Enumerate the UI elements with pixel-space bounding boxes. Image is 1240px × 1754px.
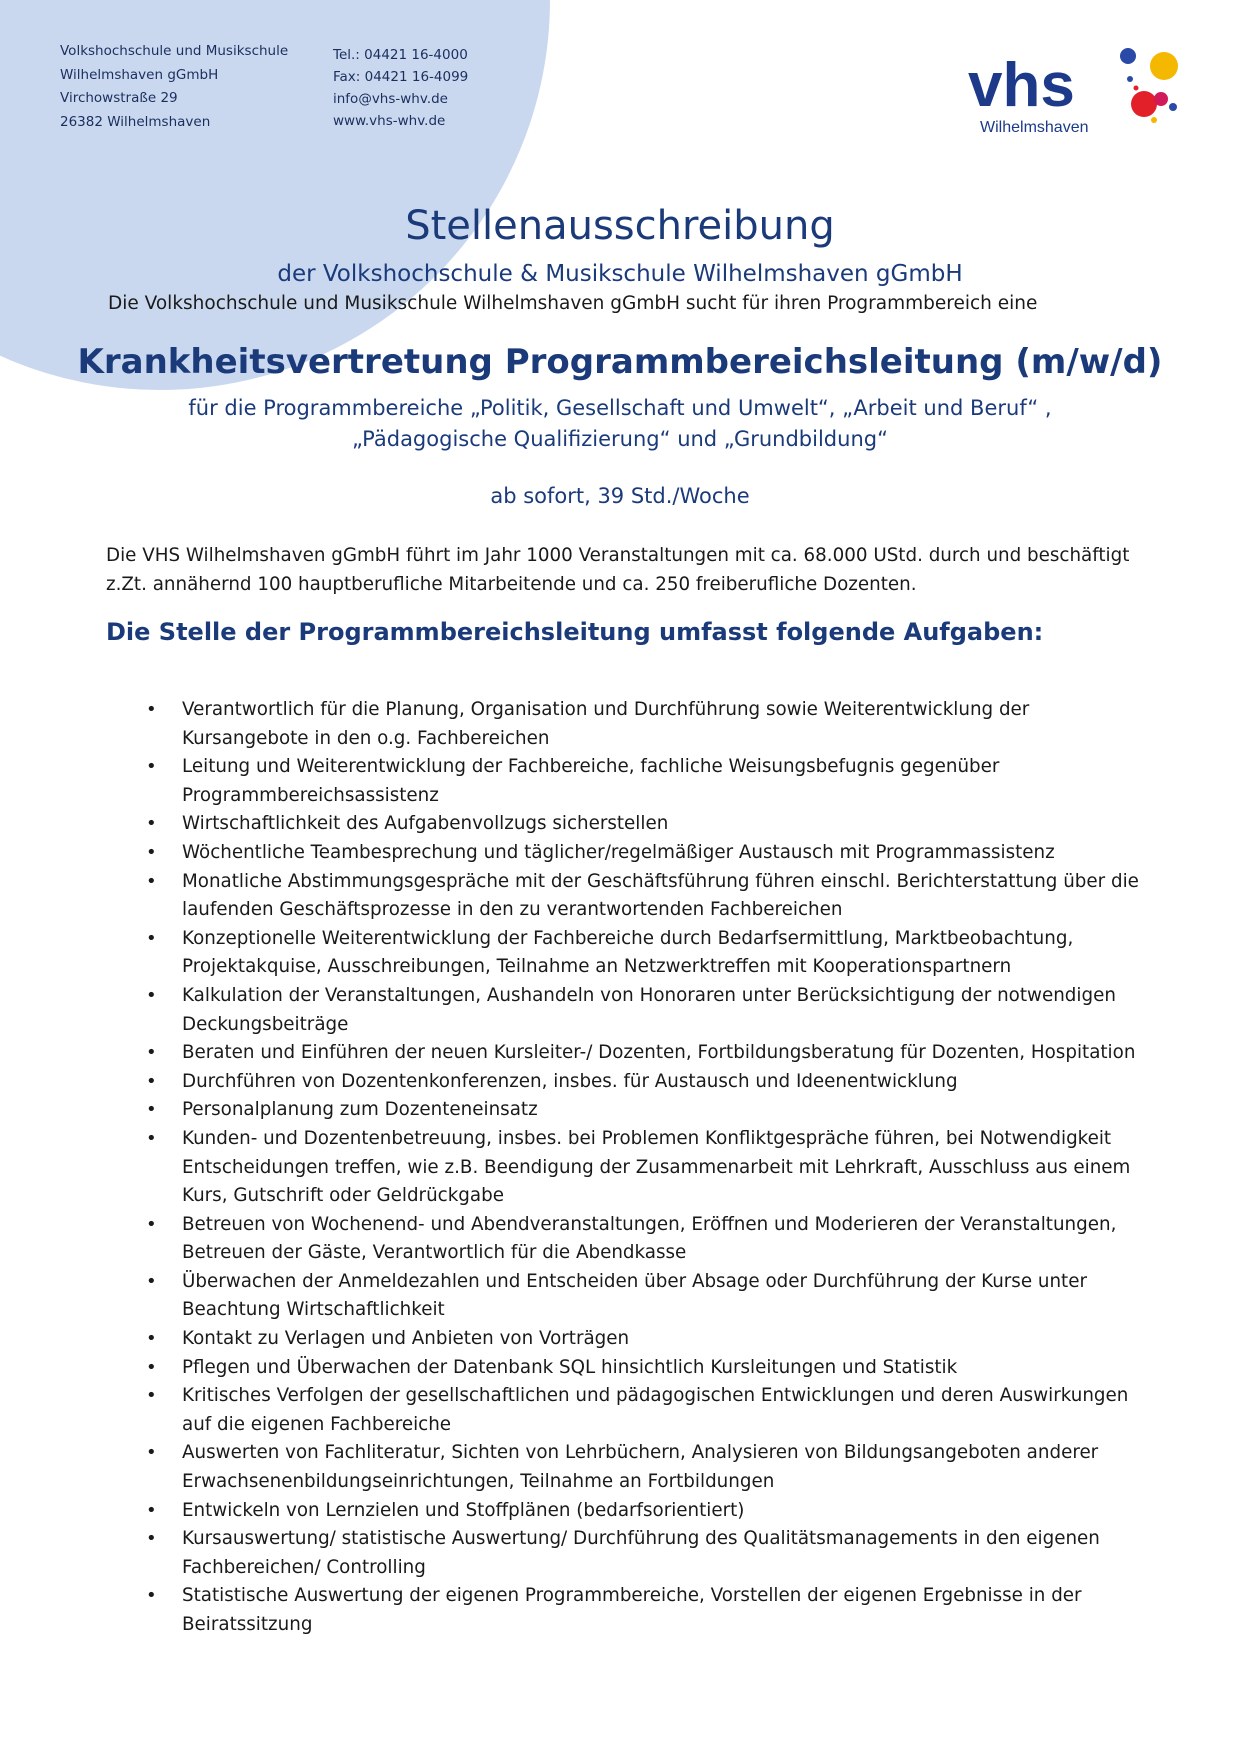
logo-dot-tiny-yellow: [1151, 117, 1157, 123]
task-item: [140, 925, 1140, 982]
task-text: Leitung und Weiterentwicklung der Fachbereiche, fachliche Weisungsbefugnis gegenüber Programmbereichsassistenz: [182, 756, 1000, 806]
contact-email[interactable]: info@vhs-whv.de: [333, 91, 448, 107]
task-item: [140, 753, 1140, 810]
sender-address: [60, 40, 288, 134]
task-text: Statistische Auswertung der eigenen Programmbereiche, Vorstellen der eigenen Ergebnisse in der Beiratssitzung: [182, 1585, 1082, 1635]
task-item: [140, 1354, 1140, 1383]
bullet-icon: •: [146, 1328, 157, 1350]
task-item: [140, 1525, 1140, 1582]
bullet-icon: •: [146, 756, 157, 778]
bullet-icon: •: [146, 1070, 157, 1092]
task-text: Verantwortlich für die Planung, Organisation und Durchführung sowie Weiterentwicklung der Kursangebote in den o.g. Fachbereichen: [182, 699, 1030, 749]
logo-dot-yellow: [1150, 52, 1178, 80]
bullet-icon: •: [146, 927, 157, 949]
bullet-icon: •: [146, 813, 157, 835]
program-areas: für die Programmbereiche „Politik, Gesellschaft und Umwelt“, „Arbeit und Beruf“ , „Pädagogische Qualifizierung“ und „Grundbildung“: [188, 396, 1052, 451]
task-text: Wirtschaftlichkeit des Aufgabenvollzugs sicherstellen: [182, 813, 669, 835]
task-item: [140, 982, 1140, 1039]
task-item: [140, 868, 1140, 925]
logo-wordmark: vhs: [968, 51, 1075, 120]
position-title: Krankheitsvertretung Programmbereichsleitung (m/w/d): [77, 342, 1163, 382]
task-text: Entwickeln von Lernzielen und Stoffplänen (bedarfsorientiert): [182, 1499, 745, 1521]
task-item: [140, 1382, 1140, 1439]
task-text: Wöchentliche Teambesprechung und täglicher/regelmäßiger Austausch mit Programmassistenz: [182, 841, 1055, 863]
intro-text: Die Volkshochschule und Musikschule Wilhelmshaven gGmbH sucht für ihren Programmbereich eine: [108, 293, 1038, 314]
bullet-icon: •: [146, 1270, 157, 1292]
task-item: [140, 1096, 1140, 1125]
sender-street: Virchowstraße 29: [60, 90, 178, 106]
task-text: Auswerten von Fachliteratur, Sichten von Lehrbüchern, Analysieren von Bildungsangeboten anderer Erwachsenenbildungseinrichtungen, Teilnahme an Fortbildungen: [182, 1442, 1099, 1493]
task-text: Personalplanung zum Dozenteneinsatz: [182, 1099, 538, 1121]
logo-dot-small-blue: [1169, 103, 1177, 111]
task-item: [140, 1268, 1140, 1325]
logo-city: Wilhelmshaven: [980, 119, 1089, 136]
task-text: Beraten und Einführen der neuen Kursleiter-/ Dozenten, Fortbildungsberatung für Dozenten, Hospitation: [182, 1042, 1136, 1064]
task-item: [140, 1125, 1140, 1211]
bullet-icon: •: [146, 841, 157, 863]
bullet-icon: •: [146, 1585, 157, 1607]
logo-dot-red: [1131, 91, 1157, 117]
vhs-logo-graphic: [968, 44, 1183, 140]
tasks-heading: Die Stelle der Programmbereichsleitung umfasst folgende Aufgaben:: [106, 618, 1044, 646]
document-subtitle: der Volkshochschule & Musikschule Wilhelmshaven gGmbH: [277, 261, 963, 287]
task-item: [140, 696, 1140, 753]
task-text: Kunden- und Dozentenbetreuung, insbes. bei Problemen Konfliktgespräche führen, bei Notwendigkeit Entscheidungen treffen, wie z.B. Beendigung der Zusammenarbeit mit Lehrkraft, Ausschluss aus einem Kurs, Gutschrift oder Geldrückgabe: [182, 1127, 1131, 1207]
start-and-hours: ab sofort, 39 Std./Woche: [490, 484, 750, 508]
task-text: Kalkulation der Veranstaltungen, Aushandeln von Honoraren unter Berücksichtigung der notwendigen Deckungsbeiträge: [182, 984, 1116, 1035]
task-item: [140, 1582, 1140, 1639]
organization-description: Die VHS Wilhelmshaven gGmbH führt im Jahr 1000 Veranstaltungen mit ca. 68.000 UStd. durch und beschäftigt z.Zt. annähernd 100 hauptberufliche Mitarbeitende und ca. 250 freiberufliche Dozenten.: [106, 545, 1130, 595]
bullet-icon: •: [146, 1499, 157, 1521]
logo-dot-tiny-blue: [1127, 76, 1133, 82]
bullet-icon: •: [146, 1099, 157, 1121]
task-item: [140, 1211, 1140, 1268]
sender-name-line2: Wilhelmshaven gGmbH: [60, 66, 219, 83]
task-text: Durchführen von Dozentenkonferenzen, insbes. für Austausch und Ideenentwicklung: [182, 1070, 958, 1092]
task-text: Monatliche Abstimmungsgespräche mit der Geschäftsführung führen einschl. Berichterstattung über die laufenden Geschäftsprozesse in den zu verantwortenden Fachbereichen: [182, 870, 1139, 921]
task-item: [140, 1068, 1140, 1097]
contact-phone: Tel.: 04421 16-4000: [333, 47, 468, 63]
task-item: [140, 1439, 1140, 1496]
task-item: [140, 839, 1140, 868]
sender-name-line1: Volkshochschule und Musikschule: [60, 43, 289, 59]
bullet-icon: •: [146, 984, 157, 1006]
task-item: [140, 1039, 1140, 1068]
document-title: Stellenausschreibung: [405, 203, 835, 249]
task-list: [140, 696, 1140, 1640]
task-item: [140, 1497, 1140, 1526]
bullet-icon: •: [146, 1213, 157, 1235]
task-text: Konzeptionelle Weiterentwicklung der Fachbereiche durch Bedarfsermittlung, Marktbeobachtung, Projektakquise, Ausschreibungen, Teilnahme an Netzwerktreffen mit Kooperationspartnern: [182, 927, 1074, 978]
contact-fax: Fax: 04421 16-4099: [333, 69, 469, 85]
contact-block: [333, 44, 468, 132]
task-text: Kursauswertung/ statistische Auswertung/ Durchführung des Qualitätsmanagements in den eigenen Fachbereichen/ Controlling: [182, 1528, 1100, 1578]
task-item: [140, 810, 1140, 839]
bullet-icon: •: [146, 1528, 157, 1550]
task-item: [140, 1325, 1140, 1354]
bullet-icon: •: [146, 1042, 157, 1064]
bullet-icon: •: [146, 870, 157, 892]
logo-dot-blue: [1120, 48, 1136, 64]
logo-dot-pink: [1154, 92, 1168, 106]
task-text: Kontakt zu Verlagen und Anbieten von Vorträgen: [182, 1328, 630, 1350]
bullet-icon: •: [146, 1442, 157, 1464]
bullet-icon: •: [146, 1127, 157, 1149]
contact-website[interactable]: www.vhs-whv.de: [333, 113, 446, 129]
bullet-icon: •: [146, 1385, 157, 1407]
vhs-logo: [968, 44, 1183, 140]
task-text: Kritisches Verfolgen der gesellschaftlichen und pädagogischen Entwicklungen und deren Auswirkungen auf die eigenen Fachbereiche: [182, 1385, 1129, 1435]
task-text: Überwachen der Anmeldezahlen und Entscheiden über Absage oder Durchführung der Kurse unter Beachtung Wirtschaftlichkeit: [182, 1270, 1087, 1321]
task-text: Betreuen von Wochenend- und Abendveranstaltungen, Eröffnen und Moderieren der Veranstaltungen, Betreuen der Gäste, Verantwortlich für die Abendkasse: [182, 1213, 1117, 1264]
task-text: Pflegen und Überwachen der Datenbank SQL hinsichtlich Kursleitungen und Statistik: [182, 1356, 958, 1378]
bullet-icon: •: [146, 699, 157, 720]
sender-city: 26382 Wilhelmshaven: [60, 113, 211, 130]
bullet-icon: •: [146, 1356, 157, 1378]
logo-dot-tiny-red: [1134, 86, 1139, 91]
